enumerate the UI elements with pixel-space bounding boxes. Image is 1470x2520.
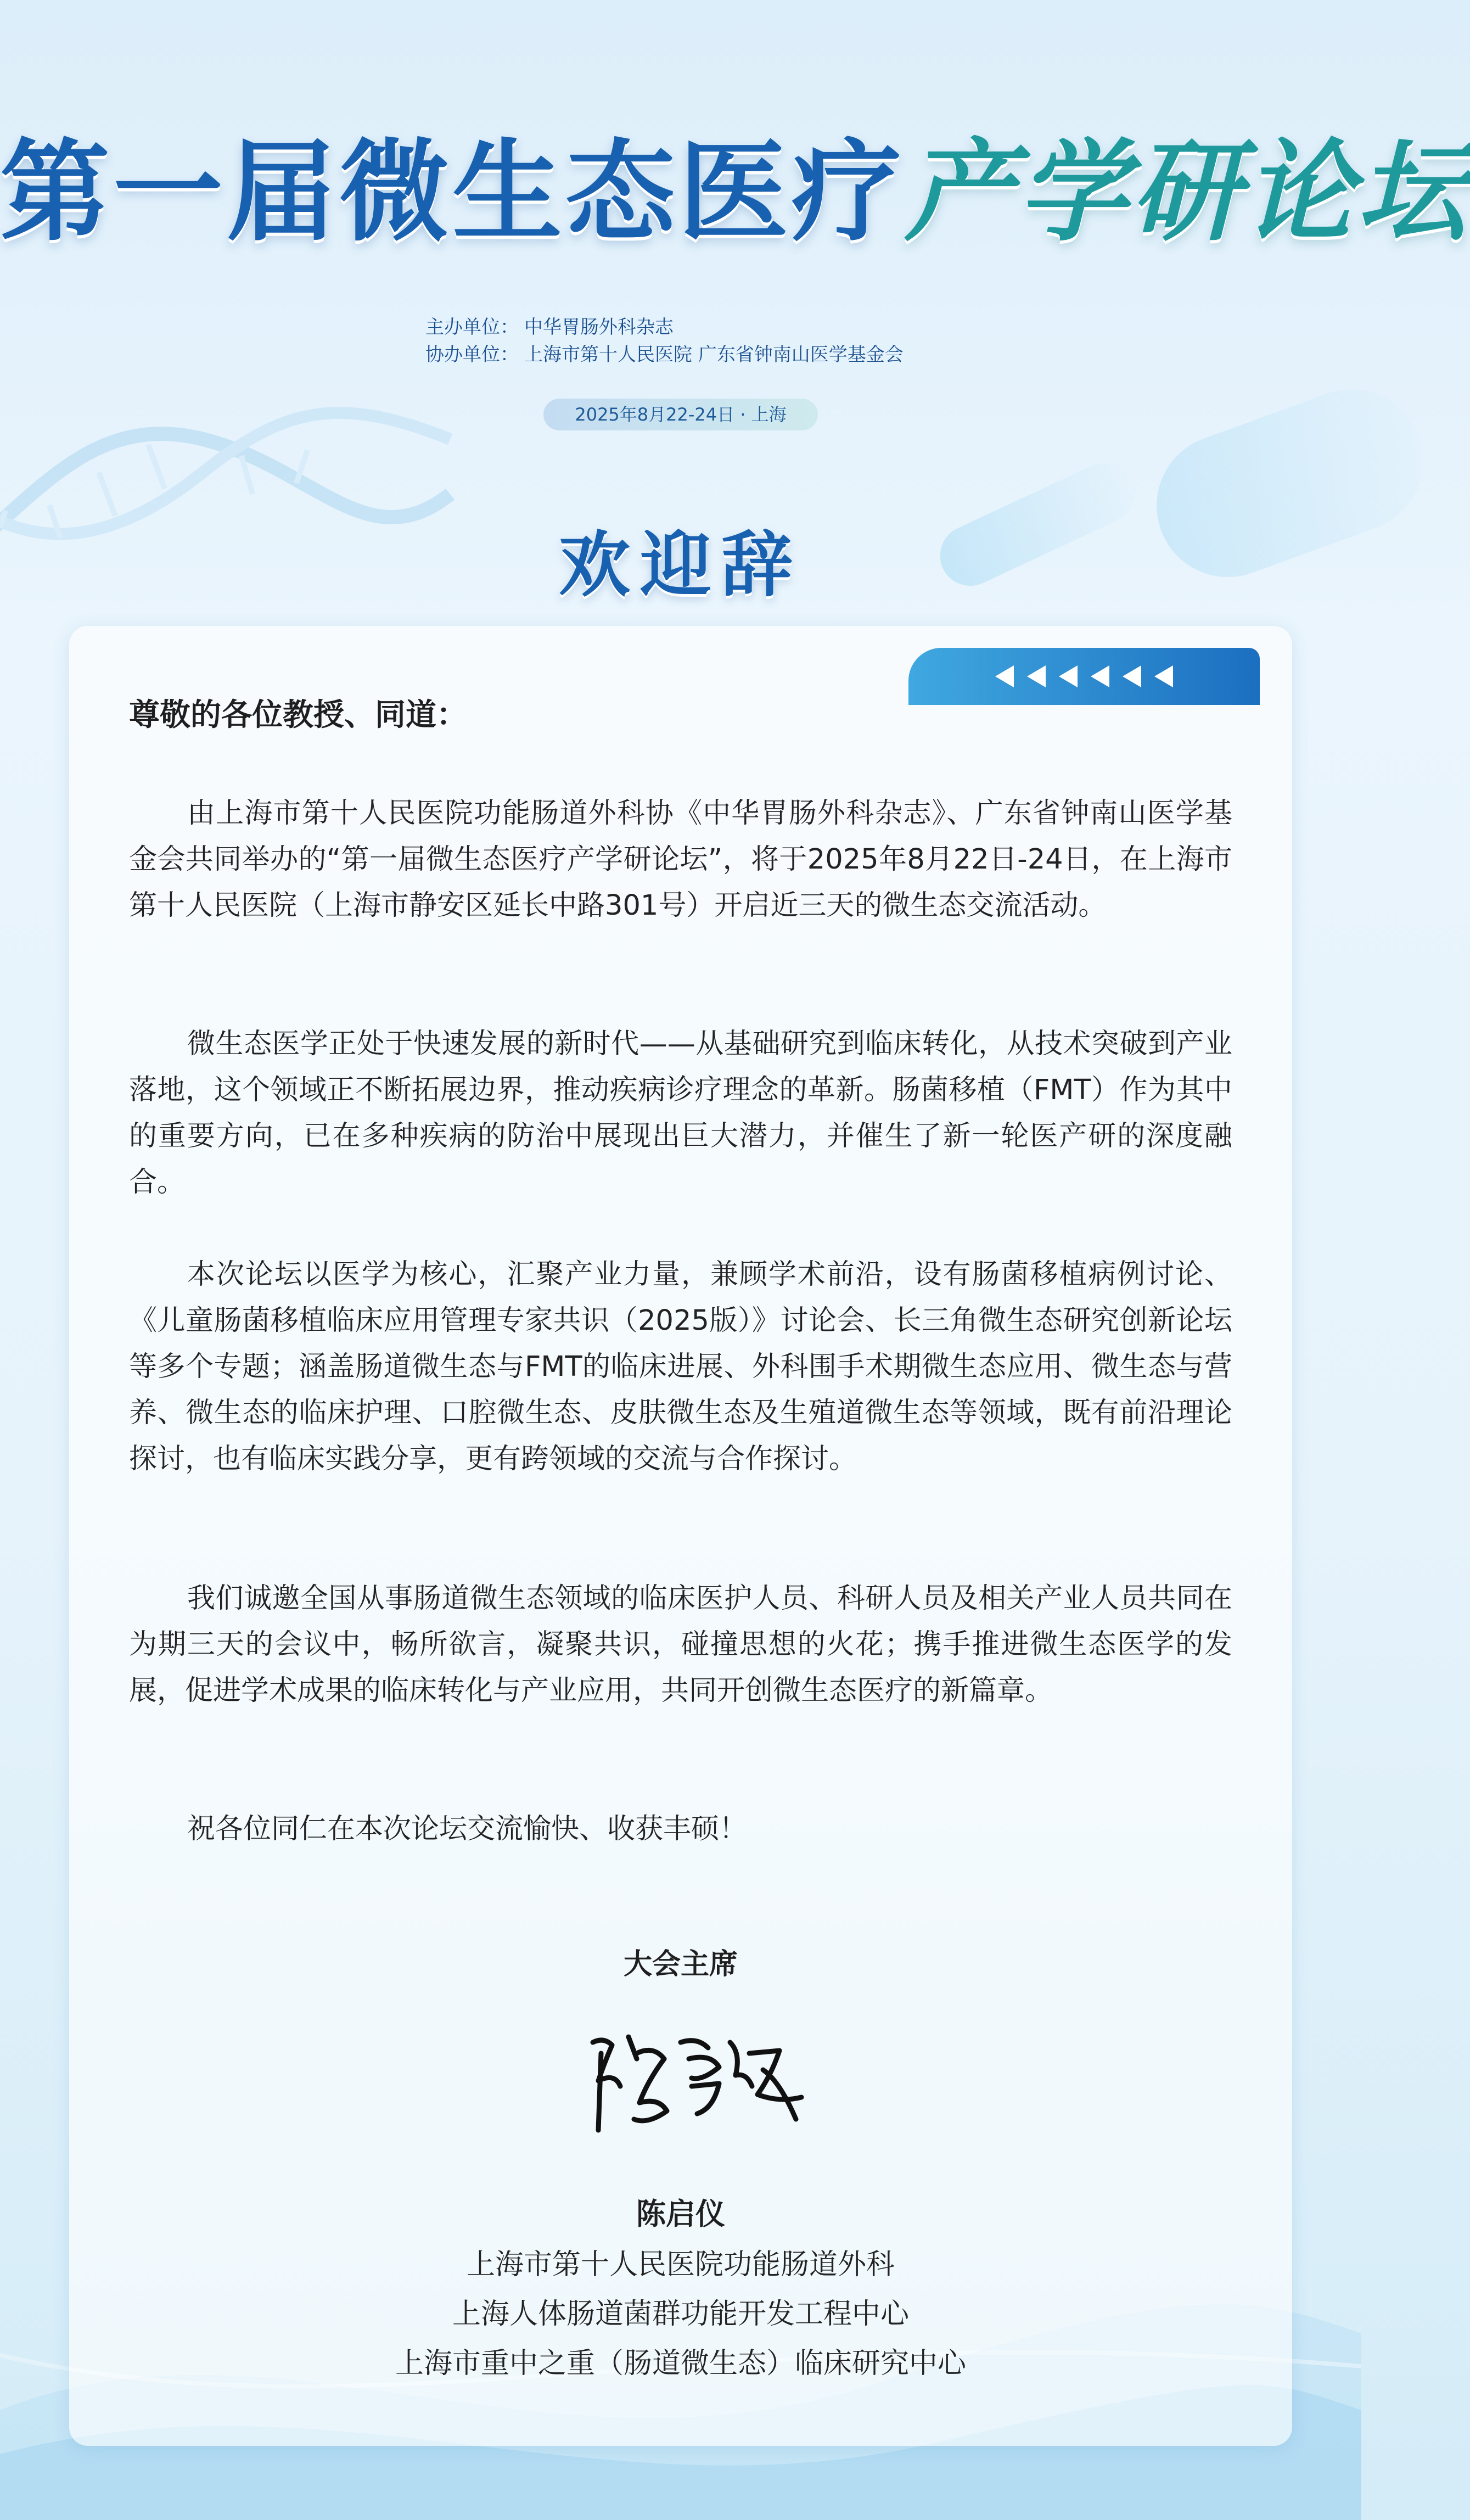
chair-name: 陈启仪 [636, 2197, 725, 2231]
co-host-label: 协办单位： [425, 344, 519, 366]
co-host-line [425, 339, 904, 366]
letter-paragraph: 由上海市第十人民医院功能肠道外科协《中华胃肠外科杂志》、广东省钟南山医学基金会共同举办的“第一届微生态医疗产学研论坛”，将于2025年8月22日-24日，在上海市第十人民医院（上海市静安区延长中路301号）开启近三天的微生态交流活动。 [129, 797, 1232, 922]
card-tab [908, 648, 1260, 705]
welcome-title: 欢迎辞 [558, 523, 803, 607]
arrow-left-icon [995, 665, 1014, 687]
host-label: 主办单位： [425, 316, 519, 338]
co-host-value: 上海市第十人民医院 广东省钟南山医学基金会 [524, 344, 904, 366]
salutation: 尊敬的各位教授、同道： [129, 697, 467, 733]
date-place-badge: 2025年8月22-24日 · 上海 [543, 399, 818, 430]
affiliation-line: 上海市第十人民医院功能肠道外科 [466, 2248, 895, 2281]
host-line [425, 312, 674, 339]
handwritten-signature [582, 2020, 812, 2141]
arrow-left-icon [1091, 665, 1109, 687]
chair-title: 大会主席 [623, 1948, 738, 1981]
arrow-left-icon [1027, 665, 1046, 687]
forum-title-main: 第一届微生态医疗 [0, 127, 905, 256]
letter-paragraph: 微生态医学正处于快速发展的新时代——从基础研究到临床转化，从技术突破到产业落地，这个领域正不断拓展边界，推动疾病诊疗理念的革新。肠菌移植（FMT）作为其中的重要方向，已在多种疾病的防治中展现出巨大潜力，并催生了新一轮医产研的深度融合。 [129, 1028, 1232, 1199]
letter-paragraph: 本次论坛以医学为核心，汇聚产业力量，兼顾学术前沿，设有肠菌移植病例讨论、《儿童肠菌移植临床应用管理专家共识（2025版）》讨论会、长三角微生态研究创新论坛等多个专题；涵盖肠道微生态与FMT的临床进展、外科围手术期微生态应用、微生态与营养、微生态的临床护理、口腔微生态、皮肤微生态及生殖道微生态等领域，既有前沿理论探讨，也有临床实践分享，更有跨领域的交流与合作探讨。 [129, 1258, 1232, 1475]
forum-title-accent: 产学研论坛 [905, 127, 1470, 256]
letter-paragraph: 祝各位同仁在本次论坛交流愉快、收获丰硕！ [187, 1813, 748, 1845]
forum-title [0, 115, 1470, 269]
arrow-left-icon [1059, 665, 1078, 687]
letter-paragraph: 我们诚邀全国从事肠道微生态领域的临床医护人员、科研人员及相关产业人员共同在为期三天的会议中，畅所欲言，凝聚共识，碰撞思想的火花；携手推进微生态医学的发展，促进学术成果的临床转化与产业应用，共同开创微生态医疗的新篇章。 [129, 1582, 1232, 1707]
arrow-left-icon [1123, 665, 1141, 687]
affiliation-line: 上海人体肠道菌群功能开发工程中心 [452, 2298, 909, 2331]
host-value: 中华胃肠外科杂志 [524, 316, 674, 338]
arrow-left-icon [1154, 665, 1173, 687]
affiliation-line: 上海市重中之重（肠道微生态）临床研究中心 [395, 2347, 966, 2380]
